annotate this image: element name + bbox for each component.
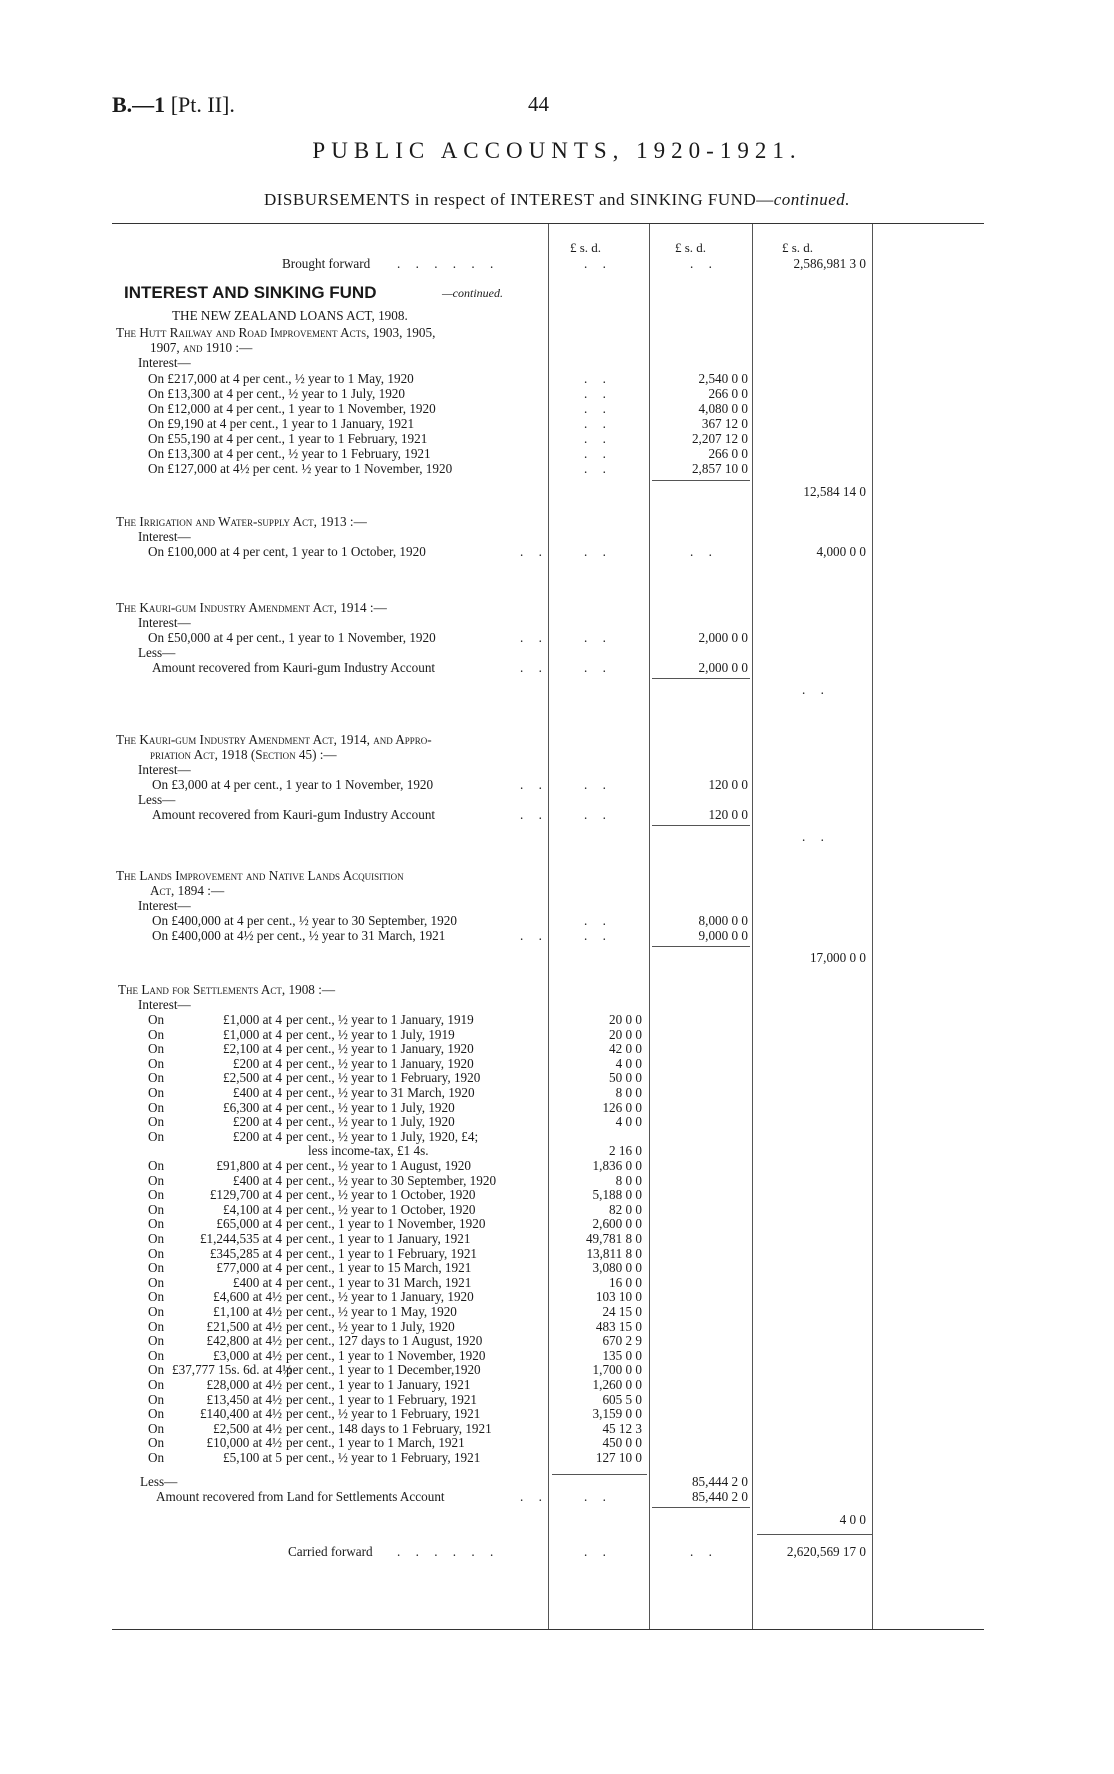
row-text: per cent., ½ year to 31 March, 1920 xyxy=(286,1085,475,1100)
row-principal: £1,244,535 at 4 xyxy=(199,1231,282,1246)
leader-dots: . . xyxy=(690,1544,718,1559)
leader-dots: . . xyxy=(520,660,548,675)
row-text: per cent., 1 year to 1 March, 1921 xyxy=(286,1435,465,1451)
row-on: On xyxy=(148,1289,165,1305)
row-text: per cent., ½ year to 1 October, 1920 xyxy=(286,1201,476,1217)
column-divider xyxy=(649,224,650,1629)
row-text: per cent., ½ year to 1 October, 1920 xyxy=(286,1187,476,1203)
row-text: per cent., 1 year to 1 February, 1921 xyxy=(286,1245,478,1261)
row-amount: 1,700 0 0 xyxy=(592,1362,642,1378)
row-text: per cent., ½ year to 1 July, 1920 xyxy=(286,1114,455,1130)
row-amount: 1,260 0 0 xyxy=(592,1377,642,1392)
interest-label: Interest— xyxy=(138,615,191,630)
row-on: On xyxy=(148,1377,165,1392)
leader-dots: . . xyxy=(520,928,548,943)
carried-forward-row xyxy=(112,1544,984,1560)
act-title: The Irrigation and Water-supply Act, 1913 :— xyxy=(116,514,367,529)
row-on: On xyxy=(148,1450,165,1465)
leader-dots: . . . . . . xyxy=(397,1544,500,1559)
row-amount: 103 10 0 xyxy=(595,1289,642,1305)
row-text: On £13,300 at 4 per cent., ½ year to 1 July, 1920 xyxy=(148,386,405,401)
interest-label: Interest— xyxy=(138,898,191,913)
row-principal: £200 at 4 xyxy=(232,1114,282,1130)
column-divider xyxy=(548,224,549,1629)
subtotal-rule xyxy=(652,480,750,481)
row-amount: 4,080 0 0 xyxy=(698,401,748,416)
row-on: On xyxy=(148,1391,165,1407)
subtitle-main: DISBURSEMENTS in respect of INTEREST and SINKING FUND— xyxy=(263,190,774,209)
interest-label: Interest— xyxy=(138,997,191,1012)
section-heading-main: INTEREST AND SINKING FUND xyxy=(124,283,377,302)
row-principal: £140,400 at 4½ xyxy=(199,1406,282,1422)
subtotal-rule xyxy=(652,678,750,679)
carried-forward-label: Carried forward xyxy=(288,1544,373,1559)
row-amount: 8,000 0 0 xyxy=(698,913,748,928)
part-label: [Pt. II]. xyxy=(170,92,235,117)
less-label: Less— xyxy=(138,645,176,660)
interest-label: Interest— xyxy=(138,529,191,544)
leader-dots: . . xyxy=(584,544,612,559)
row-amount: 8 0 0 xyxy=(615,1085,642,1100)
column-divider xyxy=(752,224,753,1629)
leader-dots: . . xyxy=(584,371,612,386)
row-text: per cent., ½ year to 1 July, 1920 xyxy=(286,1099,455,1115)
row-text: On £3,000 at 4 per cent., 1 year to 1 November, 1920 xyxy=(152,777,434,792)
row-text: On £400,000 at 4 per cent., ½ year to 30 September, 1920 xyxy=(152,913,457,928)
page-subtitle xyxy=(0,190,1114,210)
row-text: per cent., ½ year to 1 January, 1920 xyxy=(286,1041,474,1057)
recovered-amount: 85,440 2 0 xyxy=(691,1489,748,1504)
row-text: On £12,000 at 4 per cent., 1 year to 1 November, 1920 xyxy=(148,401,436,416)
row-principal: £1,000 at 4 xyxy=(223,1026,282,1042)
row-on: On xyxy=(148,1260,165,1276)
row-principal: £1,000 at 4 xyxy=(223,1012,282,1027)
row-text: per cent., ½ year to 1 July, 1920, £4; xyxy=(286,1128,479,1144)
row-text: per cent., 1 year to 1 January, 1921 xyxy=(286,1231,471,1246)
less-label: Less— xyxy=(138,792,176,807)
row-text: per cent., ½ year to 1 January, 1920 xyxy=(286,1289,474,1305)
land-settlements-total: 4 0 0 xyxy=(839,1512,866,1527)
row-amount: 24 15 0 xyxy=(602,1304,642,1319)
carried-forward-total: 2,620,569 17 0 xyxy=(786,1544,866,1559)
row-principal: £21,500 at 4½ xyxy=(206,1318,282,1334)
row-amount: 127 10 0 xyxy=(595,1450,642,1465)
total-rule xyxy=(757,1534,872,1535)
row-principal: £129,700 at 4 xyxy=(209,1187,282,1203)
leader-dots: . . xyxy=(584,913,612,928)
row-text: less income-tax, £1 4s. xyxy=(308,1143,429,1159)
subtotal-rule xyxy=(652,825,750,826)
row-on: On xyxy=(148,1158,165,1173)
row-text: per cent., ½ year to 1 May, 1920 xyxy=(286,1304,457,1319)
page-header-left xyxy=(112,92,235,118)
row-principal: £13,450 at 4½ xyxy=(206,1391,282,1407)
leader-dots: . . xyxy=(584,256,612,271)
row-principal: £4,100 at 4 xyxy=(223,1201,282,1217)
row-amount: 450 0 0 xyxy=(602,1435,642,1451)
row-text: per cent., ½ year to 1 July, 1919 xyxy=(286,1026,455,1042)
row-on: On xyxy=(148,1362,165,1378)
act-title-cont: 1907, and 1910 :— xyxy=(150,340,253,355)
row-principal: £42,800 at 4½ xyxy=(206,1333,282,1349)
row-text: per cent., ½ year to 1 January, 1919 xyxy=(286,1012,474,1027)
row-on: On xyxy=(148,1070,165,1086)
row-on: On xyxy=(148,1333,165,1349)
row-text: per cent., 148 days to 1 February, 1921 xyxy=(286,1420,492,1436)
row-on: On xyxy=(148,1172,165,1188)
row-amount: 3,080 0 0 xyxy=(592,1260,642,1276)
leader-dots: . . xyxy=(520,630,548,645)
row-amount: 4 0 0 xyxy=(615,1055,642,1071)
row-amount: 126 0 0 xyxy=(602,1099,642,1115)
row-on: On xyxy=(148,1085,165,1100)
row-text: On £217,000 at 4 per cent., ½ year to 1 May, 1920 xyxy=(148,371,414,386)
recovered-amount: 120 0 0 xyxy=(708,807,748,822)
row-principal: £345,285 at 4 xyxy=(209,1245,282,1261)
recovered-text: Amount recovered from Land for Settlements Account xyxy=(156,1489,445,1504)
subtotal-rule xyxy=(652,946,750,947)
leader-dots: . . xyxy=(690,544,718,559)
row-amount: 42 0 0 xyxy=(609,1041,642,1057)
leader-dots: . . xyxy=(584,630,612,645)
act-title: THE NEW ZEALAND LOANS ACT, 1908. xyxy=(172,308,408,323)
row-amount: 20 0 0 xyxy=(609,1026,642,1042)
row-amount: 2 16 0 xyxy=(609,1143,642,1159)
column-divider xyxy=(872,224,873,1629)
leader-dots: . . xyxy=(584,660,612,675)
page-title: PUBLIC ACCOUNTS, 1920-1921. xyxy=(312,138,802,163)
leader-dots: . . xyxy=(584,461,612,476)
row-amount: 135 0 0 xyxy=(602,1347,642,1363)
brought-forward-total: 2,586,981 3 0 xyxy=(793,256,866,271)
row-amount: 9,000 0 0 xyxy=(698,928,748,943)
row-text: per cent., ½ year to 1 January, 1920 xyxy=(286,1055,474,1071)
leader-dots: . . xyxy=(520,544,548,559)
row-on: On xyxy=(148,1114,165,1130)
row-principal: £1,100 at 4½ xyxy=(213,1304,282,1319)
irrigation-total: 4,000 0 0 xyxy=(816,544,866,559)
row-on: On xyxy=(148,1099,165,1115)
row-principal: £400 at 4 xyxy=(232,1274,282,1290)
leader-dots: . . xyxy=(584,431,612,446)
row-on: On xyxy=(148,1435,165,1451)
leader-dots: . . xyxy=(584,1544,612,1559)
row-on: On xyxy=(148,1274,165,1290)
row-principal: £2,500 at 4 xyxy=(223,1070,282,1086)
leader-dots: . . xyxy=(584,386,612,401)
row-principal: £37,777 15s. 6d. at 4½ xyxy=(172,1362,293,1378)
row-text: On £400,000 at 4½ per cent., ½ year to 31 March, 1921 xyxy=(152,928,446,943)
brought-forward-row xyxy=(112,256,984,272)
row-on: On xyxy=(148,1420,165,1436)
leader-dots: . . xyxy=(584,416,612,431)
row-principal: £400 at 4 xyxy=(232,1085,282,1100)
row-amount: 2,540 0 0 xyxy=(698,371,748,386)
row-amount: 50 0 0 xyxy=(609,1070,642,1086)
section-heading-continued: —continued. xyxy=(442,286,503,300)
row-text: On £9,190 at 4 per cent., 1 year to 1 January, 1921 xyxy=(148,416,415,431)
row-on: On xyxy=(148,1231,165,1246)
row-amount: 13,811 8 0 xyxy=(586,1245,642,1261)
lands-improvement-total: 17,000 0 0 xyxy=(809,950,866,965)
row-text: On £100,000 at 4 per cent, 1 year to 1 October, 1920 xyxy=(148,544,426,559)
subtotal-rule xyxy=(652,1507,750,1508)
leader-dots: . . xyxy=(520,1489,548,1504)
row-amount: 2,857 10 0 xyxy=(691,461,748,476)
column-header-2: £ s. d. xyxy=(675,240,707,255)
row-amount: 49,781 8 0 xyxy=(585,1231,642,1246)
row-amount: 82 0 0 xyxy=(609,1201,642,1217)
row-principal: £3,000 at 4½ xyxy=(213,1347,282,1363)
row-amount: 605 5 0 xyxy=(602,1391,642,1407)
row-on: On xyxy=(148,1128,165,1144)
hutt-total: 12,584 14 0 xyxy=(803,484,866,499)
row-amount: 120 0 0 xyxy=(708,777,748,792)
row-amount: 2,600 0 0 xyxy=(592,1216,642,1232)
act-title: The Kauri-gum Industry Amendment Act, 1914 :— xyxy=(116,600,387,615)
act-title-cont: priation Act, 1918 (Section 45) :— xyxy=(150,747,337,762)
leader-dots: . . xyxy=(584,807,612,822)
row-amount: 670 2 9 xyxy=(602,1333,642,1349)
leader-dots: . . xyxy=(584,401,612,416)
row-principal: £6,300 at 4 xyxy=(223,1099,282,1115)
row-on: On xyxy=(148,1041,165,1057)
row-principal: £200 at 4 xyxy=(232,1055,282,1071)
act-title: The Hutt Railway and Road Improvement Acts, 1903, 1905, xyxy=(116,325,436,340)
row-text: per cent., ½ year to 1 July, 1920 xyxy=(286,1318,455,1334)
row-text: On £13,300 at 4 per cent., ½ year to 1 February, 1921 xyxy=(148,446,431,461)
row-on: On xyxy=(148,1026,165,1042)
recovered-amount: 2,000 0 0 xyxy=(698,660,748,675)
subtitle-continued: continued. xyxy=(773,190,851,209)
row-principal: £28,000 at 4½ xyxy=(206,1377,282,1392)
leader-dots: . . . . . . xyxy=(397,256,500,271)
row-principal: £77,000 at 4 xyxy=(216,1260,282,1276)
row-on: On xyxy=(148,1304,165,1319)
row-principal: £2,100 at 4 xyxy=(223,1041,282,1057)
row-text: per cent., 1 year to 1 November, 1920 xyxy=(286,1347,486,1363)
row-amount: 8 0 0 xyxy=(615,1172,642,1188)
leader-dots: . . xyxy=(690,256,718,271)
interest-label: Interest— xyxy=(138,355,191,370)
column-header-3: £ s. d. xyxy=(782,240,814,255)
row-text: per cent., 1 year to 15 March, 1921 xyxy=(286,1260,472,1276)
leader-dots: . . xyxy=(520,807,548,822)
leader-dots: . . xyxy=(802,682,830,697)
row-principal: £10,000 at 4½ xyxy=(206,1435,282,1451)
row-on: On xyxy=(148,1318,165,1334)
brought-forward-label: Brought forward xyxy=(282,256,371,271)
leader-dots: . . xyxy=(520,777,548,792)
row-principal: £2,500 at 4½ xyxy=(213,1420,282,1436)
act-title: The Kauri-gum Industry Amendment Act, 1914, and Appro- xyxy=(116,732,432,747)
row-on: On xyxy=(148,1216,165,1232)
page-number: 44 xyxy=(528,92,549,116)
column-header-1: £ s. d. xyxy=(570,240,602,255)
row-on: On xyxy=(148,1055,165,1071)
row-principal: £200 at 4 xyxy=(232,1128,282,1144)
leader-dots: . . xyxy=(584,928,612,943)
row-amount: 45 12 3 xyxy=(602,1420,642,1436)
recovered-text: Amount recovered from Kauri-gum Industry Account xyxy=(152,807,436,822)
row-on: On xyxy=(148,1406,165,1422)
row-on: On xyxy=(148,1012,165,1027)
row-principal: £65,000 at 4 xyxy=(216,1216,282,1232)
row-text: On £55,190 at 4 per cent., 1 year to 1 February, 1921 xyxy=(148,431,428,446)
row-amount: 367 12 0 xyxy=(701,416,748,431)
subtotal-rule xyxy=(552,1474,647,1475)
row-text: On £127,000 at 4½ per cent. ½ year to 1 November, 1920 xyxy=(148,461,453,476)
leader-dots: . . xyxy=(584,777,612,792)
leader-dots: . . xyxy=(584,1489,612,1504)
interest-label: Interest— xyxy=(138,762,191,777)
row-text: per cent., 127 days to 1 August, 1920 xyxy=(286,1333,483,1349)
row-amount: 16 0 0 xyxy=(609,1274,642,1290)
row-text: per cent., ½ year to 1 August, 1920 xyxy=(286,1158,471,1173)
row-text: per cent., ½ year to 1 February, 1921 xyxy=(286,1406,481,1422)
row-amount: 266 0 0 xyxy=(708,446,748,461)
land-settlements-subtotal: 85,444 2 0 xyxy=(691,1474,748,1489)
row-text: per cent., ½ year to 1 February, 1920 xyxy=(286,1070,481,1086)
row-amount: 2,000 0 0 xyxy=(698,630,748,645)
row-text: On £50,000 at 4 per cent., 1 year to 1 November, 1920 xyxy=(148,630,436,645)
row-text: per cent., ½ year to 30 September, 1920 xyxy=(286,1172,497,1188)
row-on: On xyxy=(148,1245,165,1261)
row-amount: 20 0 0 xyxy=(609,1012,642,1027)
row-on: On xyxy=(148,1347,165,1363)
section-code: B.—1 xyxy=(112,92,166,117)
row-principal: £5,100 at 5 xyxy=(223,1450,282,1465)
row-amount: 5,188 0 0 xyxy=(592,1187,642,1203)
row-amount: 266 0 0 xyxy=(708,386,748,401)
row-amount: 483 15 0 xyxy=(595,1318,642,1334)
row-principal: £91,800 at 4 xyxy=(216,1158,282,1173)
row-principal: £4,600 at 4½ xyxy=(213,1289,282,1305)
row-text: per cent., 1 year to 31 March, 1921 xyxy=(286,1274,472,1290)
row-principal: £400 at 4 xyxy=(232,1172,282,1188)
row-amount: 4 0 0 xyxy=(615,1114,642,1130)
disbursements-table xyxy=(112,223,984,1630)
row-text: per cent., 1 year to 1 January, 1921 xyxy=(286,1377,471,1392)
row-amount: 3,159 0 0 xyxy=(592,1406,642,1422)
less-label: Less— xyxy=(140,1474,178,1489)
row-on: On xyxy=(148,1201,165,1217)
row-text: per cent., 1 year to 1 December,1920 xyxy=(286,1362,481,1378)
row-text: per cent., 1 year to 1 November, 1920 xyxy=(286,1216,486,1232)
row-amount: 2,207 12 0 xyxy=(691,431,748,446)
leader-dots: . . xyxy=(802,829,830,844)
act-title: The Land for Settlements Act, 1908 :— xyxy=(118,982,336,997)
recovered-text: Amount recovered from Kauri-gum Industry Account xyxy=(152,660,436,675)
row-text: per cent., ½ year to 1 February, 1921 xyxy=(286,1450,481,1465)
row-on: On xyxy=(148,1187,165,1203)
leader-dots: . . xyxy=(584,446,612,461)
act-title-cont: Act, 1894 :— xyxy=(150,883,225,898)
row-text: per cent., 1 year to 1 February, 1921 xyxy=(286,1391,478,1407)
row-amount: 1,836 0 0 xyxy=(592,1158,642,1173)
act-title: The Lands Improvement and Native Lands Acquisition xyxy=(116,868,404,883)
